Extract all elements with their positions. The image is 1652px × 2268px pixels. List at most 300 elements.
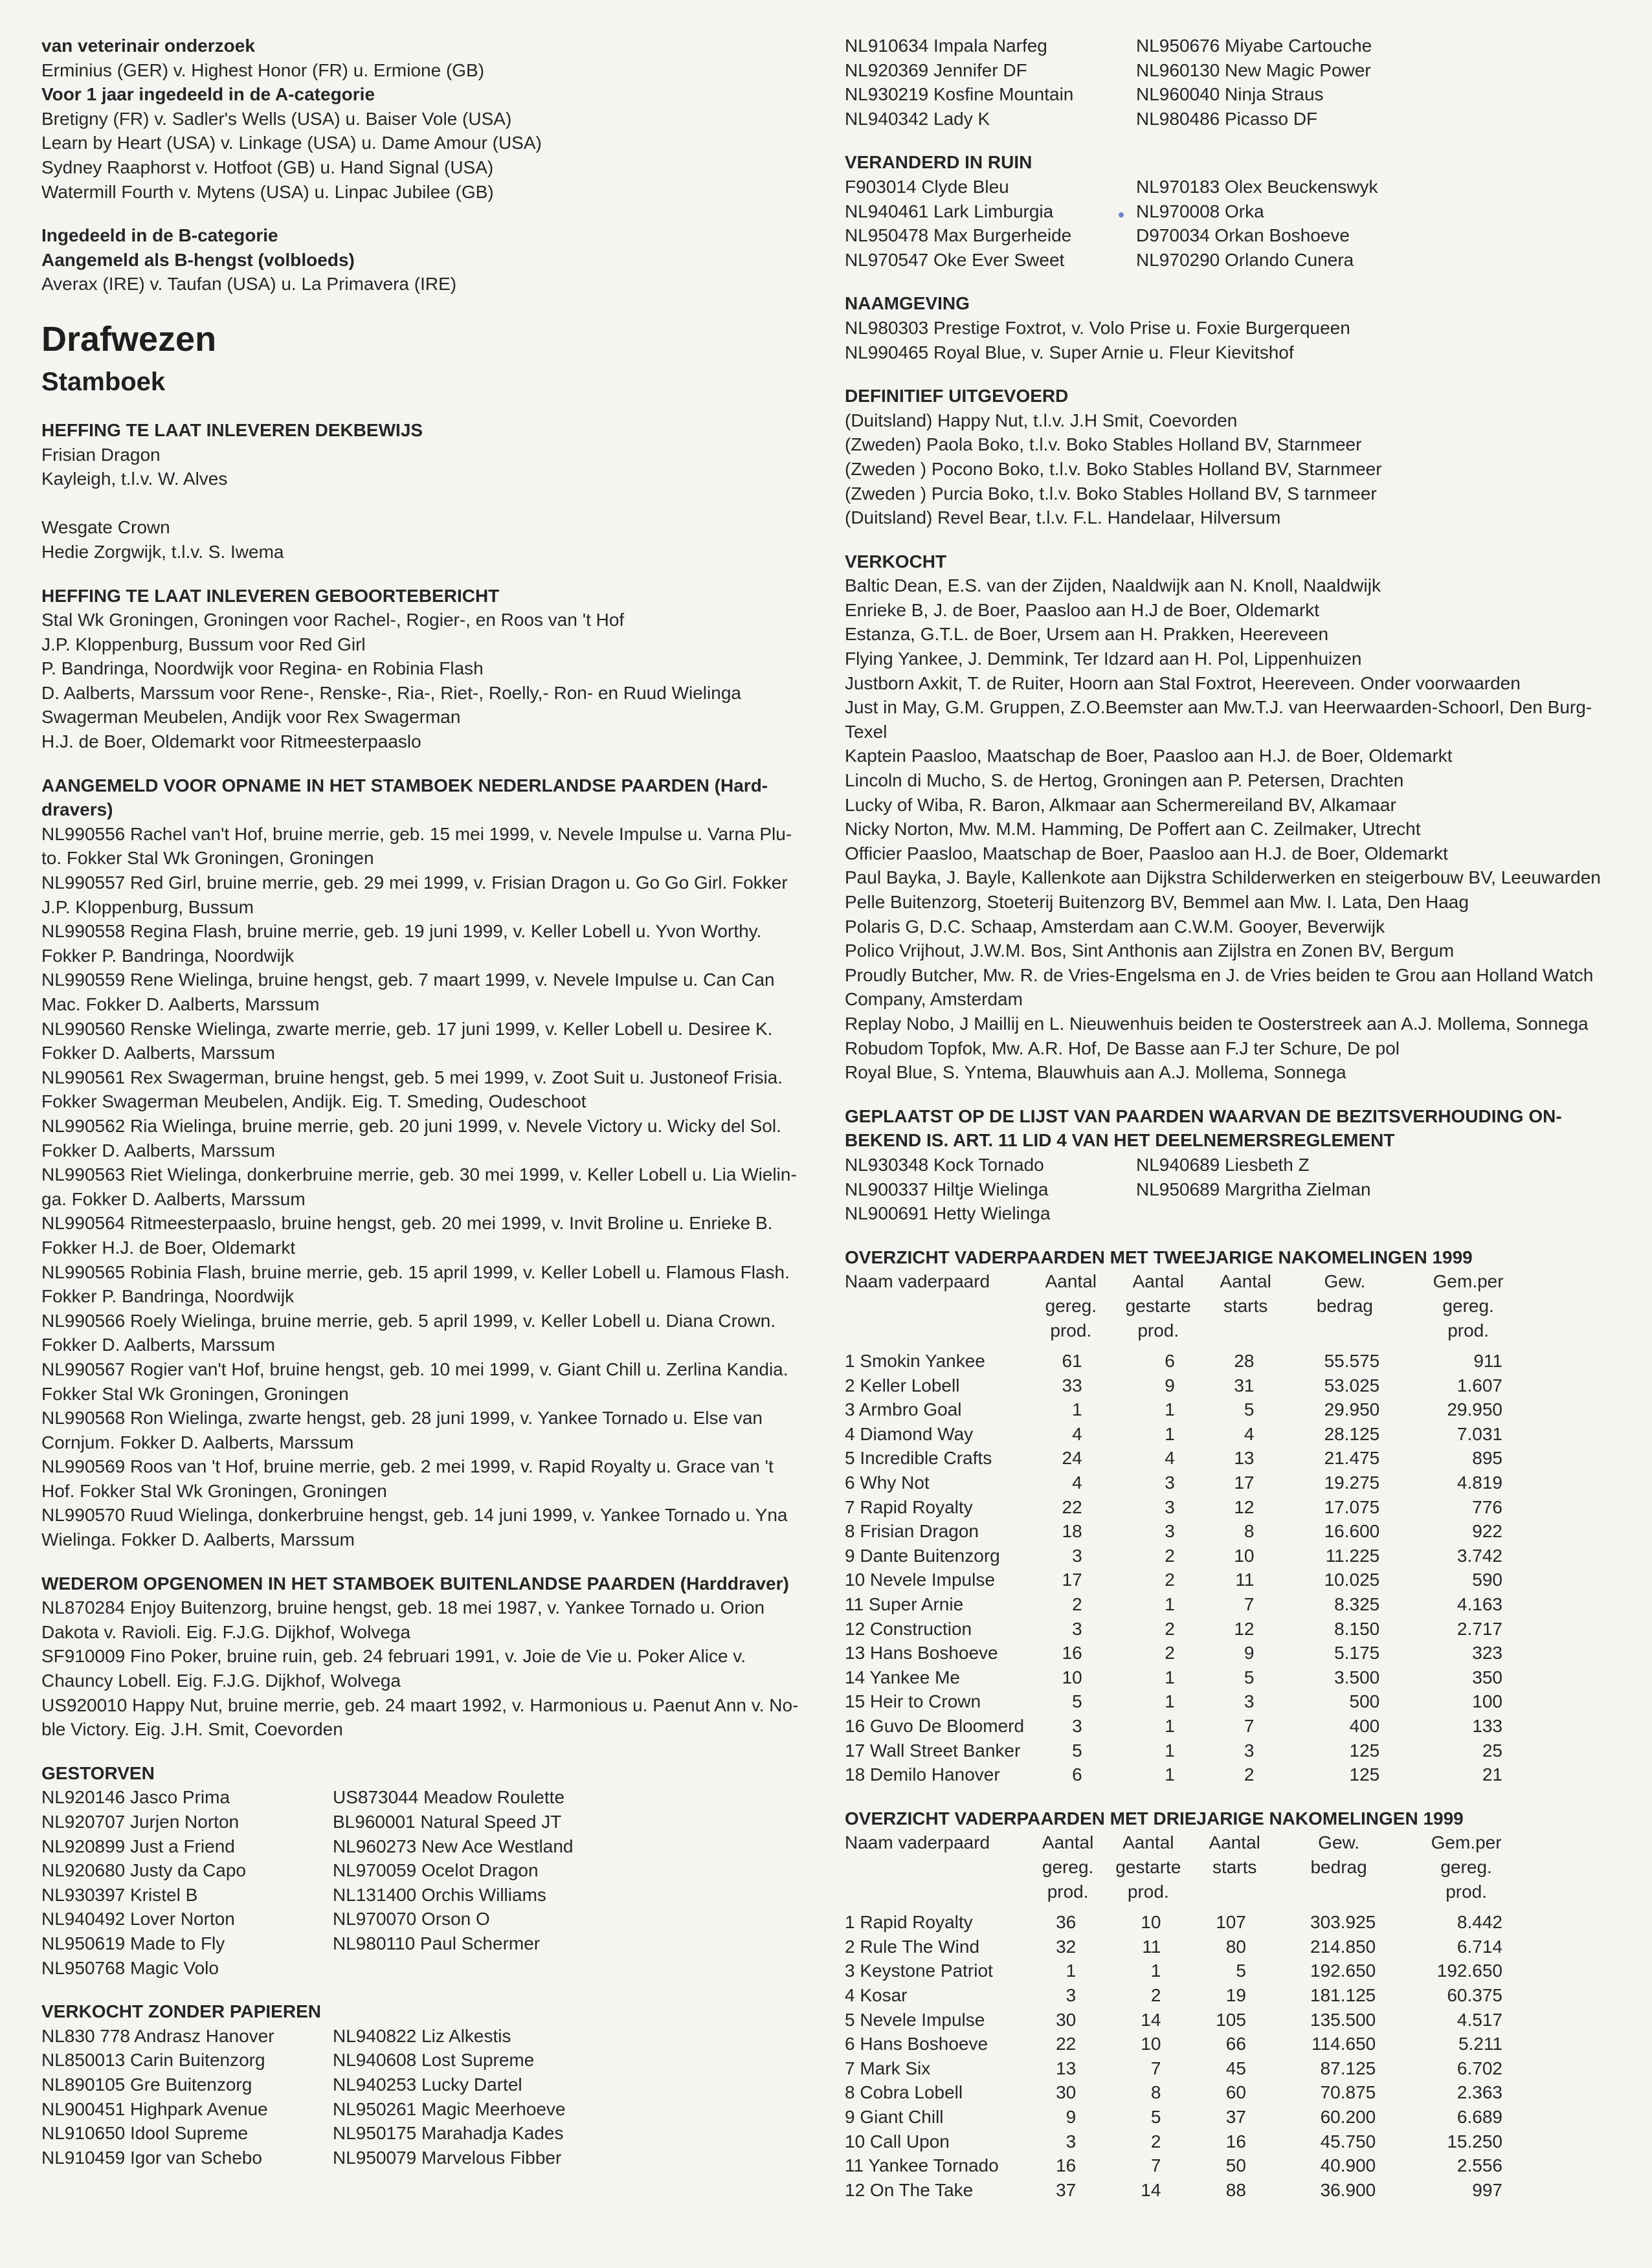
intro-heading: van veterinair onderzoek xyxy=(41,36,255,56)
section-heading: VERKOCHT xyxy=(845,551,947,572)
table-cell: 32 xyxy=(1056,1936,1077,1957)
text-line: Flying Yankee, J. Demmink, Ter Idzard aan H. Pol, Lippenhuizen xyxy=(845,649,1362,669)
table-cell: 922 xyxy=(1472,1521,1502,1542)
table-cell: 30 xyxy=(1056,2082,1077,2103)
right-column xyxy=(845,34,1618,2221)
table-cell: 2 xyxy=(1244,1764,1255,1785)
list-item: NL970183 Olex Beuckenswyk xyxy=(1136,176,1378,197)
table-cell: 135.500 xyxy=(1310,2009,1376,2030)
table-cell: 2 xyxy=(1165,1643,1175,1663)
table-cell: 45.750 xyxy=(1320,2131,1376,2151)
table-cell: 8 xyxy=(1244,1521,1255,1542)
text-line: Just in May, G.M. Gruppen, Z.O.Beemster aan Mw.T.J. van Heerwaarden-Schoorl, Den Burg- xyxy=(845,697,1592,718)
table-cell: 5 xyxy=(1072,1691,1082,1712)
table-cell: 16.600 xyxy=(1324,1521,1380,1542)
list-item: NL970547 Oke Ever Sweet xyxy=(845,249,1065,270)
table-cell: 7.031 xyxy=(1457,1423,1502,1444)
table-row xyxy=(845,1373,1531,1398)
sire-name-cell: 4 Diamond Way xyxy=(845,1423,974,1444)
table-cell: 8 xyxy=(1150,2082,1161,2103)
zonder-col-2 xyxy=(333,2024,818,2170)
list-item: NL920146 Jasco Prima xyxy=(41,1787,230,1808)
table-cell: 114.650 xyxy=(1312,2034,1376,2054)
table-cell: 16 xyxy=(1062,1643,1082,1663)
text-line: Swagerman Meubelen, Andijk voor Rex Swagerman xyxy=(41,707,461,728)
table-cell: 323 xyxy=(1472,1643,1502,1663)
table-cell: 7 xyxy=(1244,1716,1255,1736)
text-line: NL990557 Red Girl, bruine merrie, geb. 29 mei 1999, v. Frisian Dragon u. Go Go Girl. Fokker xyxy=(41,873,788,893)
table-cell: 3.742 xyxy=(1457,1545,1502,1566)
text-line: NL990570 Ruud Wielinga, donkerbruine hengst, geb. 14 juni 1999, v. Yankee Tornado u. Yna xyxy=(41,1505,788,1526)
definitief-section xyxy=(845,384,1618,530)
continued-col-2 xyxy=(1136,34,1618,131)
sire-name-cell: 5 Nevele Impulse xyxy=(845,2009,985,2030)
list-item: NL920899 Just a Friend xyxy=(41,1836,235,1856)
sire-name-cell: 10 Call Upon xyxy=(845,2131,950,2151)
geplaatst-col-1 xyxy=(845,1153,1136,1226)
list-item: NL920369 Jennifer DF xyxy=(845,60,1027,80)
table-cell: 33 xyxy=(1062,1375,1082,1395)
column-header: Gem.per gereg. prod. xyxy=(1431,1832,1502,1902)
sire-name-cell: 5 Incredible Crafts xyxy=(845,1448,992,1469)
b-stallion-line: Averax (IRE) v. Taufan (USA) u. La Primavera (IRE) xyxy=(41,274,457,295)
table-cell: 13 xyxy=(1234,1448,1255,1469)
table-cell: 13 xyxy=(1056,2058,1077,2078)
text-line: Fokker D. Aalberts, Marssum xyxy=(41,1140,275,1161)
table-cell: 40.900 xyxy=(1320,2155,1376,2176)
list-item: NL920680 Justy da Capo xyxy=(41,1860,246,1881)
table-cell: 6.689 xyxy=(1457,2106,1502,2127)
table-cell: 66 xyxy=(1225,2034,1246,2054)
b-stallion-heading: Aangemeld als B-hengst (volbloeds) xyxy=(41,249,355,270)
table-cell: 303.925 xyxy=(1310,1912,1376,1933)
table-cell: 60 xyxy=(1225,2082,1246,2103)
table-cell: 5 xyxy=(1150,2106,1161,2127)
table-cell: 14 xyxy=(1141,2009,1161,2030)
table-cell: 10 xyxy=(1141,1912,1161,1933)
table-row xyxy=(845,2105,1531,2129)
list-item: NL950676 Miyabe Cartouche xyxy=(1136,36,1372,56)
list-item: NL980486 Picasso DF xyxy=(1136,108,1318,129)
sire-name-cell: 10 Nevele Impulse xyxy=(845,1570,995,1590)
table-cell: 6.702 xyxy=(1457,2058,1502,2078)
table-cell: 31 xyxy=(1234,1375,1255,1395)
text-line: Baltic Dean, E.S. van der Zijden, Naaldwijk aan N. Knoll, Naaldwijk xyxy=(845,575,1381,596)
column-header: Gew. bedrag xyxy=(1316,1271,1373,1316)
sire-name-cell: 12 On The Take xyxy=(845,2179,974,2200)
table-cell: 21 xyxy=(1482,1764,1502,1785)
sire-name-cell: 3 Armbro Goal xyxy=(845,1399,962,1420)
sire-name-cell: 6 Why Not xyxy=(845,1473,930,1493)
table-cell: 776 xyxy=(1472,1496,1502,1517)
text-line: Chauncy Lobell. Eig. F.J.G. Dijkhof, Wolvega xyxy=(41,1671,401,1691)
table-cell: 2 xyxy=(1165,1545,1175,1566)
text-line: Officier Paasloo, Maatschap de Boer, Paasloo aan H.J. de Boer, Oldemarkt xyxy=(845,843,1448,863)
table-row xyxy=(845,1495,1531,1520)
table-cell: 70.875 xyxy=(1320,2082,1376,2103)
text-line: Estanza, G.T.L. de Boer, Ursem aan H. Prakken, Heereveen xyxy=(845,624,1329,645)
table-row xyxy=(845,1665,1531,1690)
section-subtitle: Stamboek xyxy=(41,367,166,396)
list-item: NL131400 Orchis Williams xyxy=(333,1884,546,1905)
sire-name-cell: 1 Smokin Yankee xyxy=(845,1351,985,1372)
sire-name-cell: 16 Guvo De Bloomerd xyxy=(845,1716,1025,1736)
table-cell: 88 xyxy=(1225,2179,1246,2200)
table-cell: 3 xyxy=(1244,1740,1255,1761)
text-line: NL990560 Renske Wielinga, zwarte merrie, geb. 17 juni 1999, v. Keller Lobell u. Desiree K. xyxy=(41,1018,773,1039)
text-line: ble Victory. Eig. J.H. Smit, Coevorden xyxy=(41,1719,343,1740)
section-heading: HEFFING TE LAAT INLEVEREN DEKBEWIJS xyxy=(41,419,423,440)
text-line: Kayleigh, t.l.v. W. Alves xyxy=(41,469,228,489)
table-cell: 3 xyxy=(1165,1521,1175,1542)
table-cell: 19 xyxy=(1225,1984,1246,2005)
table-cell: 5 xyxy=(1072,1740,1082,1761)
table-cell: 3 xyxy=(1072,1545,1082,1566)
list-item: NL940461 Lark Limburgia xyxy=(845,201,1054,221)
table-cell: 53.025 xyxy=(1324,1375,1380,1395)
text-line: NL990561 Rex Swagerman, bruine hengst, geb. 5 mei 1999, v. Zoot Suit u. Justoneof Frisia. xyxy=(41,1067,783,1087)
table-cell: 14 xyxy=(1141,2179,1161,2200)
text-line: Polaris G, D.C. Schaap, Amsterdam aan C.W.M. Gooyer, Beverwijk xyxy=(845,916,1385,937)
table-row xyxy=(845,1641,1531,1665)
text-line: (Zweden ) Purcia Boko, t.l.v. Boko Stables Holland BV, S tarnmeer xyxy=(845,483,1377,504)
text-line: NL990568 Ron Wielinga, zwarte hengst, geb. 28 juni 1999, v. Yankee Tornado u. Else van xyxy=(41,1408,763,1429)
table-cell: 5.175 xyxy=(1334,1643,1380,1663)
sire-name-cell: 13 Hans Boshoeve xyxy=(845,1643,998,1663)
list-item: NL970070 Orson O xyxy=(333,1909,490,1929)
list-item: NL910634 Impala Narfeg xyxy=(845,36,1047,56)
list-item: NL950689 Margritha Zielman xyxy=(1136,1179,1371,1199)
table-cell: 60.200 xyxy=(1320,2106,1376,2127)
text-line: Dakota v. Ravioli. Eig. F.J.G. Dijkhof, Wolvega xyxy=(41,1621,411,1642)
sire-name-cell: 8 Cobra Lobell xyxy=(845,2082,963,2103)
table-cell: 125 xyxy=(1349,1740,1380,1761)
gestorven-col-2 xyxy=(333,1785,818,1980)
table-cell: 2.556 xyxy=(1457,2155,1502,2176)
column-header: Naam vaderpaard xyxy=(845,1271,990,1292)
table-cell: 400 xyxy=(1349,1716,1380,1736)
table-cell: 1 xyxy=(1165,1764,1175,1785)
tweejarige-table xyxy=(845,1269,1531,1786)
table-row xyxy=(845,2008,1531,2032)
list-item: NL900691 Hetty Wielinga xyxy=(845,1203,1051,1224)
table-cell: 8.325 xyxy=(1334,1594,1380,1615)
table-row xyxy=(845,1983,1531,2008)
text-line: Lucky of Wiba, R. Baron, Alkmaar aan Schermereiland BV, Alkamaar xyxy=(845,794,1396,815)
column-header: Aantal gereg. prod. xyxy=(1045,1271,1097,1340)
table-cell: 5 xyxy=(1236,1961,1246,1981)
table-cell: 192.650 xyxy=(1310,1961,1376,1981)
list-item: NL930219 Kosfine Mountain xyxy=(845,84,1074,105)
column-header: Gew. bedrag xyxy=(1310,1832,1367,1877)
table-heading: OVERZICHT VADERPAARDEN MET DRIEJARIGE NAKOMELINGEN 1999 xyxy=(845,1808,1464,1829)
table-cell: 16 xyxy=(1056,2155,1077,2176)
text-line: Robudom Topfok, Mw. A.R. Hof, De Basse aan F.J ter Schure, De pol xyxy=(845,1038,1400,1058)
intro-line: Learn by Heart (USA) v. Linkage (USA) u. Dame Amour (USA) xyxy=(41,133,542,153)
table-cell: 3 xyxy=(1165,1473,1175,1493)
text-line: Fokker Stal Wk Groningen, Groningen xyxy=(41,1383,349,1404)
list-item: NL950619 Made to Fly xyxy=(41,1933,225,1953)
table-cell: 22 xyxy=(1056,2034,1077,2054)
text-line: Replay Nobo, J Maillij en L. Nieuwenhuis beiden te Oosterstreek aan A.J. Mollema, Sonnega xyxy=(845,1013,1589,1034)
list-item: NL940689 Liesbeth Z xyxy=(1136,1154,1310,1175)
sire-name-cell: 11 Yankee Tornado xyxy=(845,2155,999,2176)
table-cell: 2.717 xyxy=(1457,1618,1502,1639)
text-line: Fokker Swagerman Meubelen, Andijk. Eig. T. Smeding, Oudeschoot xyxy=(41,1091,586,1112)
column-header: Gem.per gereg. prod. xyxy=(1433,1271,1504,1340)
aangemeld-section xyxy=(41,773,818,1552)
table-cell: 10 xyxy=(1234,1545,1255,1566)
gestorven-section xyxy=(41,1761,818,1980)
table-cell: 16 xyxy=(1225,2131,1246,2151)
text-line: Mac. Fokker D. Aalberts, Marssum xyxy=(41,994,320,1014)
table-cell: 15.250 xyxy=(1447,2131,1502,2151)
sire-name-cell: 14 Yankee Me xyxy=(845,1667,960,1687)
text-line: Fokker D. Aalberts, Marssum xyxy=(41,1043,275,1063)
table-cell: 1 xyxy=(1165,1667,1175,1687)
column-header: Aantal starts xyxy=(1209,1832,1260,1877)
text-line: Lincoln di Mucho, S. de Hertog, Groningen aan P. Petersen, Drachten xyxy=(845,770,1404,791)
sire-name-cell: 2 Rule The Wind xyxy=(845,1936,980,1957)
table-cell: 36 xyxy=(1056,1912,1077,1933)
list-item: F903014 Clyde Bleu xyxy=(845,176,1009,197)
driejarige-section xyxy=(845,1807,1618,2203)
table-row xyxy=(845,2153,1531,2178)
text-line: NL990562 Ria Wielinga, bruine merrie, geb. 20 juni 1999, v. Nevele Victory u. Wicky del Sol. xyxy=(41,1115,781,1136)
table-cell: 45 xyxy=(1225,2058,1246,2078)
table-cell: 1 xyxy=(1072,1399,1082,1420)
text-line: ga. Fokker D. Aalberts, Marssum xyxy=(41,1188,306,1209)
sire-name-cell: 3 Keystone Patriot xyxy=(845,1961,993,1981)
table-cell: 8.442 xyxy=(1457,1912,1502,1933)
b-category-section xyxy=(41,223,818,296)
table-cell: 8.150 xyxy=(1334,1618,1380,1639)
table-cell: 9 xyxy=(1244,1643,1255,1663)
text-line: Stal Wk Groningen, Groningen voor Rachel-, Rogier-, en Roos van 't Hof xyxy=(41,610,625,630)
table-cell: 4 xyxy=(1072,1423,1082,1444)
table-row xyxy=(845,2178,1531,2203)
table-cell: 2 xyxy=(1165,1570,1175,1590)
list-item: NL940253 Lucky Dartel xyxy=(333,2074,522,2095)
table-cell: 3 xyxy=(1072,1716,1082,1736)
table-row xyxy=(845,1959,1531,1983)
sire-name-cell: 17 Wall Street Banker xyxy=(845,1740,1021,1761)
table-cell: 1 xyxy=(1066,1961,1077,1981)
list-item: NL920707 Jurjen Norton xyxy=(41,1812,240,1832)
text-line: to. Fokker Stal Wk Groningen, Groningen xyxy=(41,848,374,869)
list-item: D970034 Orkan Boshoeve xyxy=(1136,225,1350,246)
left-column xyxy=(41,34,818,2189)
table-cell: 9 xyxy=(1165,1375,1175,1395)
text-line: Justborn Axkit, T. de Ruiter, Hoorn aan Stal Foxtrot, Heereveen. Onder voorwaarden xyxy=(845,673,1521,693)
list-item: NL940342 Lady K xyxy=(845,108,990,129)
table-cell: 2.363 xyxy=(1457,2082,1502,2103)
section-heading: WEDEROM OPGENOMEN IN HET STAMBOEK BUITENLANDSE PAARDEN (Harddraver) xyxy=(41,1573,789,1594)
table-cell: 4 xyxy=(1165,1448,1175,1469)
text-line: NL870284 Enjoy Buitenzorg, bruine hengst, geb. 18 mei 1987, v. Yankee Tornado u. Orion xyxy=(41,1597,765,1618)
table-row xyxy=(845,1446,1531,1471)
zonder-col-1 xyxy=(41,2024,333,2170)
text-line: H.J. de Boer, Oldemarkt voor Ritmeesterpaaslo xyxy=(41,731,421,752)
sire-name-cell: 2 Keller Lobell xyxy=(845,1375,960,1395)
table-cell: 12 xyxy=(1234,1496,1255,1517)
table-row xyxy=(845,1689,1531,1714)
table-cell: 181.125 xyxy=(1310,1984,1376,2005)
table-cell: 7 xyxy=(1150,2155,1161,2176)
table-row xyxy=(845,1471,1531,1495)
text-line: P. Bandringa, Noordwijk voor Regina- en Robinia Flash xyxy=(41,658,484,679)
table-cell: 500 xyxy=(1349,1691,1380,1712)
table-row xyxy=(845,1422,1531,1447)
table-cell: 5.211 xyxy=(1458,2034,1502,2054)
list-item: NL910650 Idool Supreme xyxy=(41,2123,249,2144)
list-item: NL980110 Paul Schermer xyxy=(333,1933,541,1953)
table-row xyxy=(845,1762,1531,1787)
text-line: US920010 Happy Nut, bruine merrie, geb. 24 maart 1992, v. Harmonious u. Paenut Ann v. No- xyxy=(41,1695,799,1715)
table-cell: 10 xyxy=(1062,1667,1082,1687)
table-cell: 214.850 xyxy=(1310,1936,1376,1957)
column-header: Naam vaderpaard xyxy=(845,1832,990,1853)
pen-mark xyxy=(1119,212,1124,217)
table-cell: 10 xyxy=(1141,2034,1161,2054)
list-item: NL940822 Liz Alkestis xyxy=(333,2025,511,2046)
sire-name-cell: 1 Rapid Royalty xyxy=(845,1912,973,1933)
table-cell: 3 xyxy=(1072,1618,1082,1639)
text-line: Cornjum. Fokker D. Aalberts, Marssum xyxy=(41,1432,354,1452)
table-cell: 133 xyxy=(1472,1716,1502,1736)
table-row xyxy=(845,1592,1531,1617)
table-cell: 5 xyxy=(1244,1667,1255,1687)
list-item: NL970008 Orka xyxy=(1136,201,1264,221)
text-line: (Zweden) Paola Boko, t.l.v. Boko Stables Holland BV, Starnmeer xyxy=(845,434,1362,455)
table-cell: 9 xyxy=(1066,2106,1077,2127)
list-item: NL940608 Lost Supreme xyxy=(333,2050,535,2071)
table-cell: 2 xyxy=(1150,2131,1161,2151)
list-item: NL910459 Igor van Schebo xyxy=(41,2147,262,2168)
list-item: NL830 778 Andrasz Hanover xyxy=(41,2025,274,2046)
text-line: Royal Blue, S. Yntema, Blauwhuis aan A.J. Mollema, Sonnega xyxy=(845,1062,1346,1083)
list-item: NL950768 Magic Volo xyxy=(41,1957,219,1978)
table-cell: 4.163 xyxy=(1457,1594,1502,1615)
section-heading: GEPLAATST OP DE LIJST VAN PAARDEN WAARVAN DE BEZITSVERHOUDING ON- xyxy=(845,1106,1562,1126)
text-line: NL990465 Royal Blue, v. Super Arnie u. Fleur Kievitshof xyxy=(845,342,1294,362)
text-line: J.P. Kloppenburg, Bussum xyxy=(41,896,254,917)
sire-name-cell: 18 Demilo Hanover xyxy=(845,1764,1000,1785)
table-row xyxy=(845,2129,1531,2154)
text-line: Fokker D. Aalberts, Marssum xyxy=(41,1335,275,1355)
table-cell: 2 xyxy=(1150,1984,1161,2005)
sire-name-cell: 9 Giant Chill xyxy=(845,2106,944,2127)
b-category-heading: Ingedeeld in de B-categorie xyxy=(41,225,278,246)
column-header: Aantal starts xyxy=(1220,1271,1271,1316)
table-cell: 18 xyxy=(1062,1521,1082,1542)
column-header: Aantal gestarte prod. xyxy=(1115,1832,1181,1902)
intro-line: Erminius (GER) v. Highest Honor (FR) u. Ermione (GB) xyxy=(41,60,485,80)
section-heading: BEKEND IS. ART. 11 LID 4 VAN HET DEELNEMERSREGLEMENT xyxy=(845,1130,1395,1151)
table-heading: OVERZICHT VADERPAARDEN MET TWEEJARIGE NAKOMELINGEN 1999 xyxy=(845,1247,1473,1267)
section-heading: HEFFING TE LAAT INLEVEREN GEBOORTEBERICHT xyxy=(41,585,500,606)
table-cell: 37 xyxy=(1225,2106,1246,2127)
table-cell: 87.125 xyxy=(1320,2058,1376,2078)
table-cell: 1.607 xyxy=(1457,1375,1502,1395)
table-cell: 17 xyxy=(1062,1570,1082,1590)
wederom-section xyxy=(41,1572,818,1742)
table-row xyxy=(845,1714,1531,1739)
text-line: NL990556 Rachel van't Hof, bruine merrie, geb. 15 mei 1999, v. Nevele Impulse u. Varna Plu- xyxy=(41,823,792,844)
text-line: NL990565 Robinia Flash, bruine merrie, geb. 15 april 1999, v. Keller Lobell u. Flamous Flash. xyxy=(41,1262,790,1282)
table-row xyxy=(845,1617,1531,1641)
sire-name-cell: 11 Super Arnie xyxy=(845,1594,964,1615)
table-cell: 3 xyxy=(1066,2131,1077,2151)
list-item: NL960273 New Ace Westland xyxy=(333,1836,574,1856)
list-item: NL940492 Lover Norton xyxy=(41,1909,235,1929)
table-cell: 50 xyxy=(1225,2155,1246,2176)
table-cell: 11 xyxy=(1235,1570,1255,1590)
table-cell: 192.650 xyxy=(1436,1961,1502,1981)
list-item: NL850013 Carin Buitenzorg xyxy=(41,2050,265,2071)
table-cell: 29.950 xyxy=(1447,1399,1502,1420)
driejarige-table xyxy=(845,1830,1531,2202)
table-cell: 37 xyxy=(1056,2179,1077,2200)
list-item: NL890105 Gre Buitenzorg xyxy=(41,2074,252,2095)
text-line: NL990563 Riet Wielinga, donkerbruine merrie, geb. 30 mei 1999, v. Keller Lobell u. Lia Wielin- xyxy=(41,1164,797,1185)
continued-col-1 xyxy=(845,34,1136,131)
table-cell: 11.225 xyxy=(1325,1545,1380,1566)
text-line: NL990559 Rene Wielinga, bruine hengst, geb. 7 maart 1999, v. Nevele Impulse u. Can Can xyxy=(41,970,775,990)
gestorven-col-1 xyxy=(41,1785,333,1980)
table-cell: 7 xyxy=(1150,2058,1161,2078)
table-cell: 1 xyxy=(1165,1740,1175,1761)
text-line: (Duitsland) Happy Nut, t.l.v. J.H Smit, Coevorden xyxy=(845,410,1238,430)
table-cell: 895 xyxy=(1472,1448,1502,1469)
sire-name-cell: 8 Frisian Dragon xyxy=(845,1521,979,1542)
text-line: Enrieke B, J. de Boer, Paasloo aan H.J de Boer, Oldemarkt xyxy=(845,599,1320,620)
text-line: Kaptein Paasloo, Maatschap de Boer, Paasloo aan H.J. de Boer, Oldemarkt xyxy=(845,746,1453,766)
table-cell: 36.900 xyxy=(1320,2179,1376,2200)
text-line: NL990566 Roely Wielinga, bruine merrie, geb. 5 april 1999, v. Keller Lobell u. Diana Crown. xyxy=(41,1310,776,1331)
text-line: NL990558 Regina Flash, bruine merrie, geb. 19 juni 1999, v. Keller Lobell u. Yvon Worthy. xyxy=(41,921,762,942)
table-cell: 1 xyxy=(1165,1399,1175,1420)
table-cell: 1 xyxy=(1165,1423,1175,1444)
table-cell: 3 xyxy=(1066,1984,1077,2005)
table-cell: 105 xyxy=(1216,2009,1246,2030)
text-line: SF910009 Fino Poker, bruine ruin, geb. 24 februari 1991, v. Joie de Vie u. Poker Alice v. xyxy=(41,1646,746,1667)
table-cell: 3 xyxy=(1165,1496,1175,1517)
text-line: Pelle Buitenzorg, Stoeterij Buitenzorg BV, Bemmel aan Mw. I. Lata, Den Haag xyxy=(845,892,1469,912)
list-item: NL930348 Kock Tornado xyxy=(845,1154,1044,1175)
table-cell: 3 xyxy=(1244,1691,1255,1712)
sire-name-cell: 9 Dante Buitenzorg xyxy=(845,1545,1000,1566)
table-cell: 4 xyxy=(1072,1473,1082,1493)
geplaatst-section xyxy=(845,1104,1618,1226)
intro-line: Bretigny (FR) v. Sadler's Wells (USA) u. Baiser Vole (USA) xyxy=(41,108,512,129)
text-line: NL990569 Roos van 't Hof, bruine merrie, geb. 2 mei 1999, v. Rapid Royalty u. Grace van 't xyxy=(41,1456,774,1477)
list-item: NL970059 Ocelot Dragon xyxy=(333,1860,539,1881)
zonder-papieren-section xyxy=(41,1999,818,2170)
text-line: NL980303 Prestige Foxtrot, v. Volo Prise u. Foxie Burgerqueen xyxy=(845,317,1350,338)
table-row xyxy=(845,1910,1531,1935)
table-row xyxy=(845,2032,1531,2056)
sire-name-cell: 4 Kosar xyxy=(845,1984,908,2005)
intro-section xyxy=(41,34,818,204)
dekbewijs-section xyxy=(41,418,818,564)
ruin-section xyxy=(845,150,1618,272)
section-heading: GESTORVEN xyxy=(41,1762,155,1783)
table-row xyxy=(845,2056,1531,2081)
text-line: NL990564 Ritmeesterpaaslo, bruine hengst, geb. 20 mei 1999, v. Invit Broline u. Enrieke B. xyxy=(41,1213,773,1234)
table-cell: 2 xyxy=(1072,1594,1082,1615)
table-cell: 350 xyxy=(1472,1667,1502,1687)
